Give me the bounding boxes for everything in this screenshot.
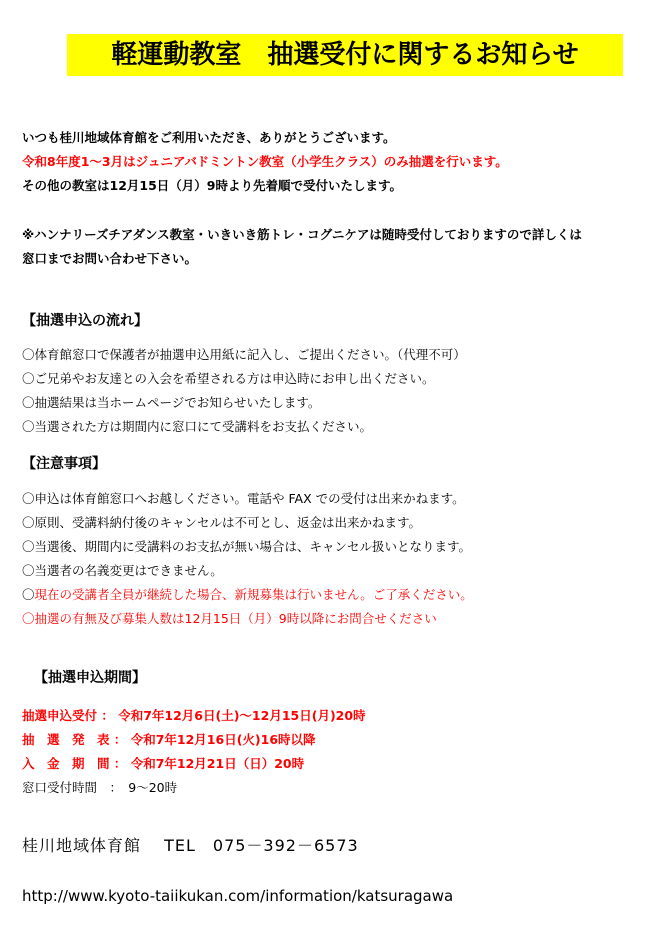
intro-line-2: 令和8年度1～3月はジュニアバドミントン教室（小学生クラス）のみ抽選を行います。	[22, 154, 508, 169]
period-row-label: 抽選申込受付 ：	[22, 708, 119, 723]
notes-item-red	[22, 585, 473, 605]
period-row-value: 令和7年12月21日（日）20時	[130, 756, 305, 771]
flow-item: 〇体育館窓口で保護者が抽選申込用紙に記入し、ご提出ください。（代理不可）	[22, 347, 466, 362]
flow-item: 〇当選された方は期間内に窓口にて受講料をお支払ください。	[22, 419, 373, 434]
notes-item: 〇当選後、期間内に受講料のお支払が無い場合は、キャンセル扱いとなります。	[22, 539, 472, 554]
period-row-label: 入 金 期 間 ：	[22, 756, 131, 771]
intro-note-2: 窓口までお問い合わせ下さい。	[22, 251, 198, 266]
notes-item-red-2: 〇抽選の有無及び募集人数は12月15日（月）9時以降にお問合せください	[22, 611, 437, 626]
flow-heading: 【抽選申込の流れ】	[22, 313, 148, 329]
notes-item: 〇当選者の名義変更はできません。	[22, 563, 223, 578]
contact-name-tel: 桂川地域体育館 TEL 075－392－6573	[22, 836, 359, 855]
period-row-label: 抽 選 発 表 ：	[22, 732, 131, 747]
intro-line-1: いつも桂川地域体育館をご利用いただき、ありがとうございます。	[22, 130, 396, 145]
intro-note-1: ※ハンナリーズチアダンス教室・いきいき筋トレ・コグニケアは随時受付しておりますので詳しくは	[22, 227, 582, 242]
notes-red-mark: 〇	[22, 587, 35, 602]
period-hours: 窓口受付時間 ： 9～20時	[22, 780, 178, 795]
notes-heading: 【注意事項】	[22, 456, 106, 472]
period-row-value: 令和7年12月16日(火)16時以降	[130, 732, 316, 747]
flow-item: 〇ご兄弟やお友達との入会を希望される方は申込時にお申し出ください。	[22, 371, 435, 386]
notes-red-text: 現在の受講者全員が継続した場合、新規募集は行いません。ご了承ください。	[34, 587, 473, 602]
notes-item: 〇原則、受講料納付後のキャンセルは不可とし、返金は出来かねます。	[22, 515, 422, 530]
flow-item: 〇抽選結果は当ホームページでお知らせいたします。	[22, 395, 321, 410]
period-row	[22, 730, 316, 750]
period-row	[22, 706, 366, 726]
notes-item: 〇申込は体育館窓口へお越しください。電話や FAX での受付は出来かねます。	[22, 491, 465, 506]
page-title: 軽運動教室 抽選受付に関するお知らせ	[67, 34, 623, 76]
contact-url[interactable]: http://www.kyoto-taiikukan.com/information/katsuragawa	[22, 887, 454, 905]
intro-line-3: その他の教室は12月15日（月）9時より先着順で受付いたします。	[22, 178, 402, 193]
period-row-value: 令和7年12月6日(土)～12月15日(月)20時	[118, 708, 366, 723]
period-row	[22, 754, 304, 774]
period-heading: 【抽選申込期間】	[34, 670, 146, 686]
